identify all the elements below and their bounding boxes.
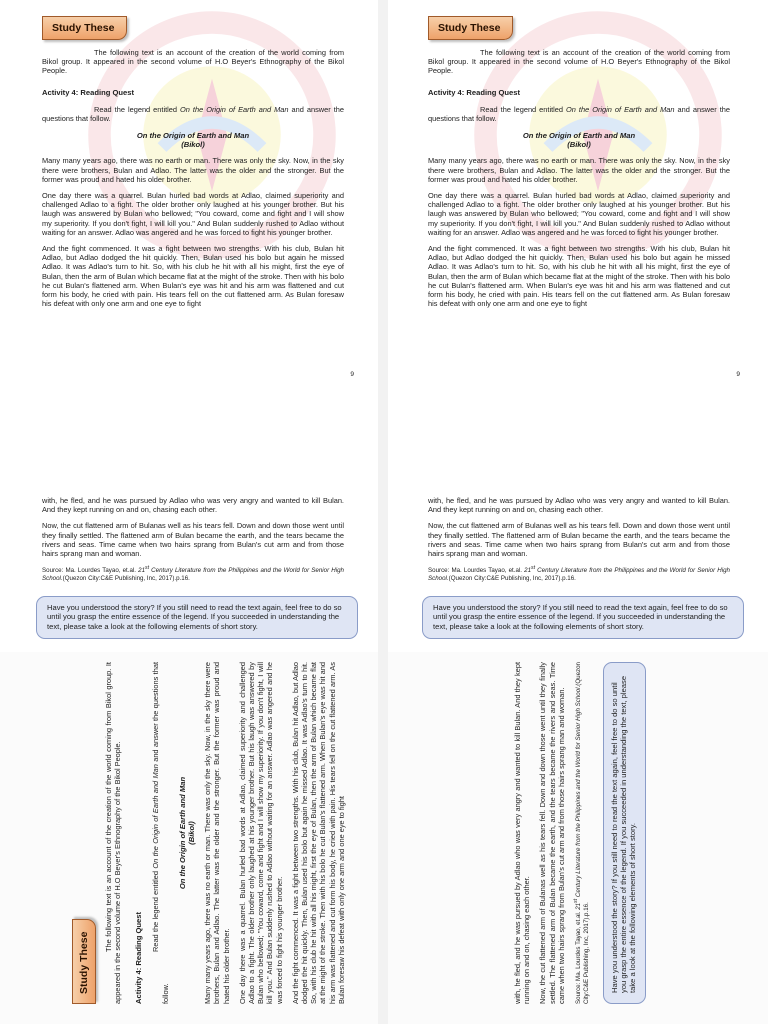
page-top-right	[388, 0, 764, 392]
study-these-badge: Study These	[428, 16, 513, 40]
story-paragraph: And the fight commenced. It was a fight between two strengths. With his club, Bulan hit Adlao, but Adlao dodged the hit quickly. Then, Bulan used his bolo but again he missed Adlao. It was Adlao's turn to hit. So, with his club he hit with all his might, first the eye of Bulan, then the arm of Bulan which became flat at the might of the stroke. Then with his bolo he cut Bulan's flattened arm. When Bulan's eye was hit and his arm was flattened and cut form his body, he cried with pain. His tears fell on the cut flattened arm. As Bulan foresaw his defeat with only one arm and one eye to fight	[428, 244, 730, 309]
activity-heading: Activity 4: Reading Quest	[134, 912, 144, 1004]
study-these-badge: Study These	[42, 16, 127, 40]
story-paragraph: Now, the cut flattened arm of Bulanas well as his tears fell. Down and down those went until they finally settled. The flattened arm of Bulan became the earth, and the tears became the rivers and seas. Time came when two hairs sprang from Bulan's cut arm and from those hairs sprang man and woman.	[42, 521, 344, 559]
story-title: On the Origin of Earth and Man (Bikol)	[177, 776, 197, 890]
story-paragraph: Many many years ago, there was no earth or man. There was only the sky. Now, in the sky there were brothers, Bulan and Adlao. The latter was the older and the stronger. But the former was proud and hated his older brother.	[203, 662, 231, 1004]
story-paragraph: Now, the cut flattened arm of Bulanas well as his tears fell. Down and down those went until they finally settled. The flattened arm of Bulan became the earth, and the tears became the rivers and seas. Time came when two hairs sprang from Bulan's cut arm and from those hairs sprang man and woman.	[538, 662, 566, 1004]
rotated-page-right	[476, 652, 756, 1022]
intro-text: The following text is an account of the creation of the world coming from Bikol group. It appeared in the second volume of H.O Beyer's Ethnography of the Bikol People.	[428, 48, 730, 76]
rotated-page-left	[56, 652, 456, 1022]
story-paragraph: with, he fled, and he was pursued by Adlao who was very angry and wanted to kill Bulan. And they kept running on and on, chasing each other.	[428, 496, 730, 515]
page-number: 9	[736, 371, 740, 378]
story-paragraph: Now, the cut flattened arm of Bulanas well as his tears fell. Down and down those went until they finally settled. The flattened arm of Bulan became the earth, and the tears became the rivers and seas. Time came when two hairs sprang from Bulan's cut arm and from those hairs sprang man and woman.	[428, 521, 730, 559]
intro-text: The following text is an account of the creation of the world coming from Bikol group. It appeared in the second volume of H.O Beyer's Ethnography of the Bikol People.	[42, 48, 344, 76]
page-mid-right	[388, 425, 764, 651]
study-these-badge: Study These	[72, 919, 96, 1004]
story-title: On the Origin of Earth and Man (Bikol)	[522, 131, 636, 150]
page-mid-left	[2, 425, 378, 651]
story-paragraph: Many many years ago, there was no earth or man. There was only the sky. Now, in the sky there were brothers, Bulan and Adlao. The latter was the older and the stronger. But the former was proud and hated his older brother.	[428, 156, 730, 184]
activity-heading: Activity 4: Reading Quest	[42, 87, 134, 97]
page-number: 9	[350, 371, 354, 378]
comprehension-callout: Have you understood the story? If you still need to read the text again, feel free to do so until you grasp the entire essence of the legend. If you succeeded in understanding the text, please take a look at the following elements of short story.	[422, 596, 744, 639]
page-top-left	[2, 0, 378, 392]
story-paragraph: Many many years ago, there was no earth or man. There was only the sky. Now, in the sky there were brothers, Bulan and Adlao. The latter was the older and the stronger. But the former was proud and hated his older brother.	[42, 156, 344, 184]
story-paragraph: And the fight commenced. It was a fight between two strengths. With his club, Bulan hit Adlao, but Adlao dodged the hit quickly. Then, Bulan used his bolo but again he missed Adlao. It was Adlao's turn to hit. So, with his club he hit with all his might, first the eye of Bulan, then the arm of Bulan which became flat at the might of the stroke. Then with his bolo he cut Bulan's flattened arm. When Bulan's eye was hit and his arm was flattened and cut form his body, he cried with pain. His tears fell on the cut flattened arm. As Bulan foresaw his defeat with only one arm and one eye to fight	[42, 244, 344, 309]
source-citation: Source: Ma. Lourdes Tayao, et.al. 21st Century Literature from the Philippines and the World for Senior High School.(Quezon City:C&E Publishing, Inc, 2017).p.16.	[42, 565, 344, 583]
story-title: On the Origin of Earth and Man (Bikol)	[136, 131, 250, 150]
story-paragraph: One day there was a quarrel. Bulan hurled bad words at Adlao, claimed superiority and challenged Adlao to a fight. The older brother only laughed at his younger brother. But his laugh was answered by Bulan who bellowed; "You coward, come and fight and I will show my superiority. If you don't fight, I will kill you." And Bulan suddenly rushed to Adlao without waiting for an answer. Adlao was angered and he was forced to fight his younger brother.	[428, 191, 730, 237]
story-paragraph: One day there was a quarrel. Bulan hurled bad words at Adlao, claimed superiority and challenged Adlao to a fight. The older brother only laughed at his younger brother. But his laugh was answered by Bulan who bellowed; "You coward, come and fight and I will show my superiority. If you don't fight, I will kill you." And Bulan suddenly rushed to Adlao without waiting for an answer. Adlao was angered and he was forced to fight his younger brother.	[42, 191, 344, 237]
source-citation: Source: Ma. Lourdes Tayao, et.al. 21st Century Literature from the Philippines and the World for Senior High School.(Quezon City:C&E Publishing, Inc, 2017).p.16.	[573, 662, 590, 1004]
activity-instruction: Read the legend entitled On the Origin of Earth and Man and answer the questions that follow.	[428, 104, 730, 123]
story-paragraph: And the fight commenced. It was a fight between two strengths. With his club, Bulan hit Adlao, but Adlao dodged the hit quickly. Then, Bulan used his bolo but again he missed Adlao. It was Adlao's turn to hit. So, with his club he hit with all his might, first the eye of Bulan, then the arm of Bulan which became flat at the might of the stroke. Then with his bolo he cut Bulan's flattened arm. When Bulan's eye was hit and his arm was flattened and cut form his body, he cried with pain. His tears fell on the cut flattened arm. As Bulan foresaw his defeat with only one arm and one eye to fight	[290, 662, 346, 1004]
comprehension-callout: Have you understood the story? If you still need to read the text again, feel free to do so until you grasp the entire essence of the legend. If you succeeded in understanding the text, please take a look at the following elements of short story.	[36, 596, 358, 639]
story-paragraph: with, he fled, and he was pursued by Adlao who was very angry and wanted to kill Bulan. And they kept running on and on, chasing each other.	[513, 662, 532, 1004]
column-gutter	[378, 0, 388, 1024]
activity-instruction: Read the legend entitled On the Origin of Earth and Man and answer the questions that follow.	[42, 104, 344, 123]
story-paragraph: One day there was a quarrel. Bulan hurled bad words at Adlao, claimed superiority and challenged Adlao to a fight. The older brother only laughed at his younger brother. But his laugh was answered by Bulan who bellowed; "You coward, come and fight and I will show my superiority. If you don't fight, I will kill you." And Bulan suddenly rushed to Adlao without waiting for an answer. Adlao was angered and he was forced to fight his younger brother.	[237, 662, 284, 1004]
comprehension-callout: Have you understood the story? If you still need to read the text again, feel free to do so until you grasp the entire essence of the legend. If you succeeded in understanding the text, please take a look at the following elements of short story.	[603, 662, 646, 1004]
story-paragraph: with, he fled, and he was pursued by Adlao who was very angry and wanted to kill Bulan. And they kept running on and on, chasing each other.	[42, 496, 344, 515]
intro-text: The following text is an account of the creation of the world coming from Bikol group. It appeared in the second volume of H.O Beyer's Ethnography of the Bikol People.	[104, 662, 123, 1004]
activity-instruction: Read the legend entitled On the Origin of Earth and Man and answer the questions that follow.	[151, 662, 170, 1004]
source-citation: Source: Ma. Lourdes Tayao, et.al. 21st Century Literature from the Philippines and the World for Senior High School.(Quezon City:C&E Publishing, Inc, 2017).p.16.	[428, 565, 730, 583]
activity-heading: Activity 4: Reading Quest	[428, 87, 520, 97]
